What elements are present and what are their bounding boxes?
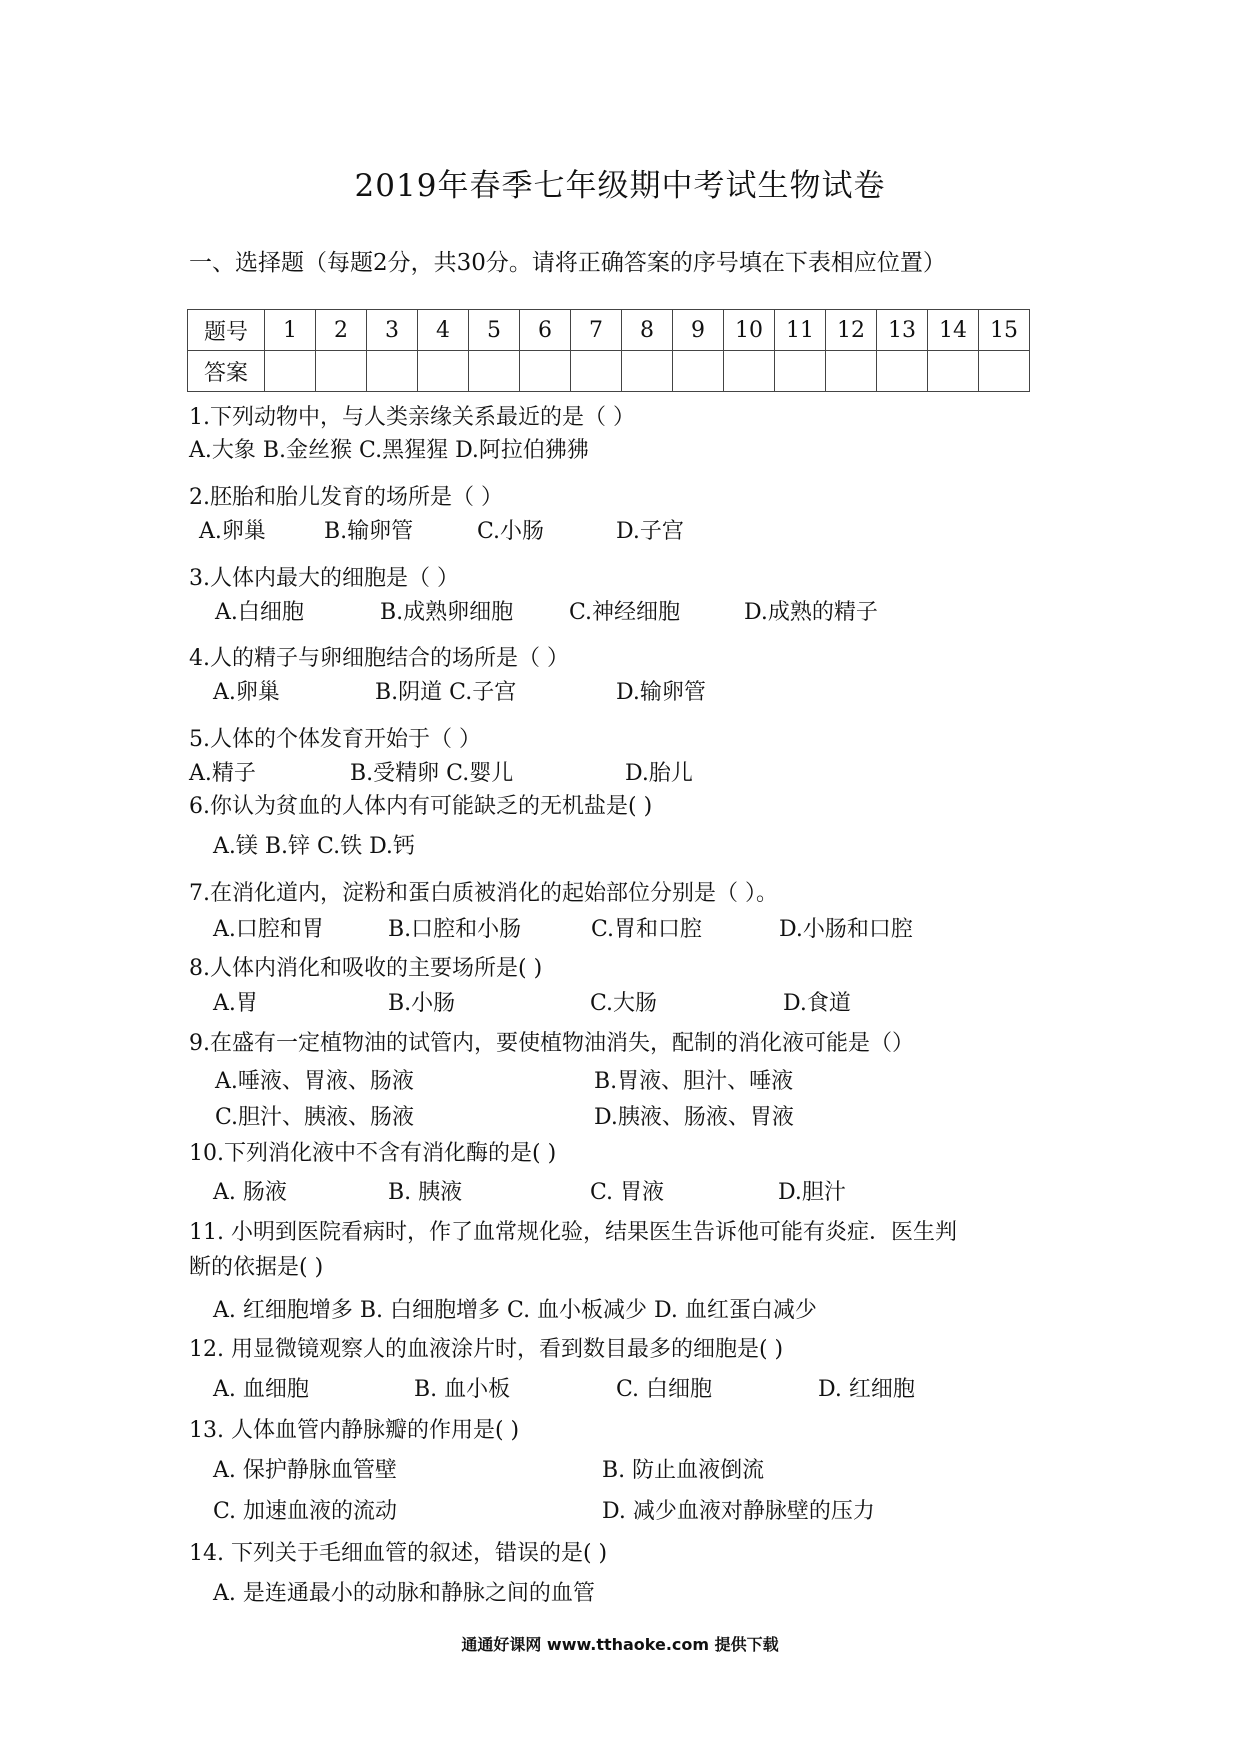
question-1: 1.下列动物中，与人类亲缘关系最近的是（ ） bbox=[189, 405, 635, 430]
option-d: D.输卵管 bbox=[616, 680, 706, 705]
table-row bbox=[188, 310, 1030, 351]
question-5: 5.人体的个体发育开始于（ ） bbox=[189, 727, 481, 752]
question-11-options: A. 红细胞增多 B. 白细胞增多 C. 血小板减少 D. 血红蛋白减少 bbox=[213, 1298, 817, 1323]
table-cell: 15 bbox=[979, 310, 1030, 351]
question-2: 2.胚胎和胎儿发育的场所是（ ） bbox=[189, 485, 503, 510]
question-11-line2: 断的依据是( ) bbox=[189, 1255, 324, 1280]
answer-cell[interactable] bbox=[469, 351, 520, 392]
option-a: A. 血细胞 bbox=[213, 1377, 309, 1402]
table-cell: 4 bbox=[418, 310, 469, 351]
option-a: A. 保护静脉血管壁 bbox=[213, 1458, 397, 1483]
table-cell: 8 bbox=[622, 310, 673, 351]
question-4: 4.人的精子与卵细胞结合的场所是（ ） bbox=[189, 646, 569, 671]
answer-cell[interactable] bbox=[316, 351, 367, 392]
option-c: C. 加速血液的流动 bbox=[213, 1499, 398, 1524]
table-cell: 9 bbox=[673, 310, 724, 351]
option-a: A.唾液、胃液、肠液 bbox=[215, 1069, 414, 1094]
table-cell: 6 bbox=[520, 310, 571, 351]
question-12: 12. 用显微镜观察人的血液涂片时，看到数目最多的细胞是( ) bbox=[189, 1337, 784, 1362]
option-c: C.神经细胞 bbox=[569, 600, 681, 625]
section-heading: 一、选择题（每题2分，共30分。请将正确答案的序号填在下表相应位置） bbox=[189, 250, 946, 276]
option-c: C.胃和口腔 bbox=[591, 917, 703, 942]
answer-cell[interactable] bbox=[928, 351, 979, 392]
table-cell: 12 bbox=[826, 310, 877, 351]
question-6-options: A.镁 B.锌 C.铁 D.钙 bbox=[213, 834, 415, 859]
answer-cell[interactable] bbox=[571, 351, 622, 392]
question-3: 3.人体内最大的细胞是（ ） bbox=[189, 566, 459, 591]
answer-cell[interactable] bbox=[979, 351, 1030, 392]
option-b: B.小肠 bbox=[388, 991, 456, 1016]
option-d: D.子宫 bbox=[616, 519, 684, 544]
question-8: 8.人体内消化和吸收的主要场所是( ) bbox=[189, 956, 543, 981]
answer-cell[interactable] bbox=[520, 351, 571, 392]
option-a: A.精子 bbox=[189, 761, 256, 786]
option-a: A. 肠液 bbox=[213, 1180, 287, 1205]
answer-cell[interactable] bbox=[673, 351, 724, 392]
option-a: A.卵巢 bbox=[213, 680, 280, 705]
table-cell: 11 bbox=[775, 310, 826, 351]
table-header-cell: 题号 bbox=[188, 310, 265, 351]
option-a: A.白细胞 bbox=[215, 600, 304, 625]
answer-cell[interactable] bbox=[724, 351, 775, 392]
option-a: A.胃 bbox=[213, 991, 258, 1016]
option-c: C. 白细胞 bbox=[616, 1377, 713, 1402]
option-b-c: B.受精卵 C.婴儿 bbox=[350, 761, 514, 786]
table-cell: 3 bbox=[367, 310, 418, 351]
option-b: B. 防止血液倒流 bbox=[602, 1458, 765, 1483]
table-cell: 2 bbox=[316, 310, 367, 351]
answer-cell[interactable] bbox=[826, 351, 877, 392]
answer-table bbox=[187, 309, 1030, 392]
option-b: B. 胰液 bbox=[388, 1180, 463, 1205]
table-cell: 7 bbox=[571, 310, 622, 351]
answer-cell[interactable] bbox=[775, 351, 826, 392]
table-cell: 14 bbox=[928, 310, 979, 351]
question-14: 14. 下列关于毛细血管的叙述，错误的是( ) bbox=[189, 1541, 608, 1566]
option-c: C. 胃液 bbox=[590, 1180, 665, 1205]
question-6: 6.你认为贫血的人体内有可能缺乏的无机盐是( ) bbox=[189, 794, 653, 819]
option-a: A.口腔和胃 bbox=[213, 917, 324, 942]
option-a: A. 是连通最小的动脉和静脉之间的血管 bbox=[213, 1581, 595, 1606]
question-9: 9.在盛有一定植物油的试管内，要使植物油消失，配制的消化液可能是（） bbox=[189, 1031, 914, 1056]
option-d: D.成熟的精子 bbox=[744, 600, 878, 625]
option-d: D.食道 bbox=[783, 991, 851, 1016]
footer-credit: 通通好课网 www.tthaoke.com 提供下载 bbox=[461, 1635, 779, 1654]
question-7: 7.在消化道内，淀粉和蛋白质被消化的起始部位分别是（ ）。 bbox=[189, 881, 778, 906]
option-d: D.胎儿 bbox=[625, 761, 693, 786]
table-cell: 10 bbox=[724, 310, 775, 351]
option-b: B.成熟卵细胞 bbox=[380, 600, 514, 625]
option-b: B.输卵管 bbox=[324, 519, 414, 544]
question-1-options: A.大象 B.金丝猴 C.黑猩猩 D.阿拉伯狒狒 bbox=[189, 438, 589, 463]
answer-cell[interactable] bbox=[265, 351, 316, 392]
page-title: 2019年春季七年级期中考试生物试卷 bbox=[354, 168, 886, 204]
option-d: D. 红细胞 bbox=[818, 1377, 915, 1402]
option-b: B.胃液、胆汁、唾液 bbox=[594, 1069, 794, 1094]
answer-cell[interactable] bbox=[622, 351, 673, 392]
option-c: C.小肠 bbox=[477, 519, 545, 544]
option-b: B.口腔和小肠 bbox=[388, 917, 522, 942]
table-cell: 13 bbox=[877, 310, 928, 351]
table-header-cell: 答案 bbox=[188, 351, 265, 392]
question-10: 10.下列消化液中不含有消化酶的是( ) bbox=[189, 1141, 557, 1166]
option-b: B. 血小板 bbox=[414, 1377, 511, 1402]
table-cell: 5 bbox=[469, 310, 520, 351]
option-b-c: B.阴道 C.子宫 bbox=[375, 680, 517, 705]
option-d: D.胆汁 bbox=[778, 1180, 846, 1205]
answer-cell[interactable] bbox=[367, 351, 418, 392]
answer-cell[interactable] bbox=[877, 351, 928, 392]
answer-cell[interactable] bbox=[418, 351, 469, 392]
option-d: D.小肠和口腔 bbox=[779, 917, 913, 942]
table-row bbox=[188, 351, 1030, 392]
option-d: D.胰液、肠液、胃液 bbox=[594, 1105, 794, 1130]
table-cell: 1 bbox=[265, 310, 316, 351]
option-a: A.卵巢 bbox=[199, 519, 266, 544]
option-c: C.胆汁、胰液、肠液 bbox=[215, 1105, 415, 1130]
question-13: 13. 人体血管内静脉瓣的作用是( ) bbox=[189, 1418, 520, 1443]
option-d: D. 减少血液对静脉壁的压力 bbox=[602, 1499, 875, 1524]
option-c: C.大肠 bbox=[590, 991, 658, 1016]
question-11: 11. 小明到医院看病时，作了血常规化验，结果医生告诉他可能有炎症．医生判 bbox=[189, 1220, 957, 1245]
